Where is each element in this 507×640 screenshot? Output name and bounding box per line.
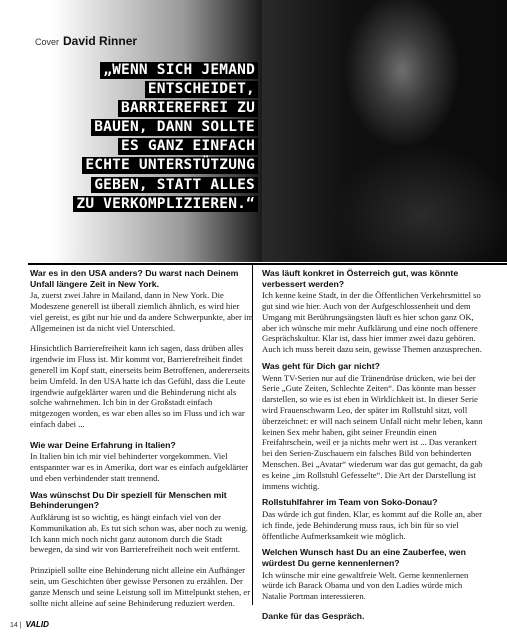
quote-line: GEBEN, STATT ALLES [91, 177, 258, 194]
quote-line: ES GANZ EINFACH [118, 138, 258, 155]
pull-quote [48, 62, 258, 215]
page-footer: 14 | VALID [10, 620, 49, 629]
right-column [262, 268, 488, 630]
interview-answer: Ja, zuerst zwei Jahre in Mailand, dann in New York. Die Modeszene generell ist überall ziemlich ähnlich, es wird hier viel gereist, es gibt nur hie und da andere Schwerpunkte, aber im Allgemeinen ist da nicht viel Unterschied. [30, 290, 254, 333]
page-number: 14 [10, 622, 18, 629]
interview-question: Welchen Wunsch hast Du an eine Zauberfee, wen würdest Du gerne kennenlernen? [262, 547, 466, 568]
interview-answer: Aufklärung ist so wichtig, es hängt einfach viel von der Kommunikation ab. Es tut sich schon was, aber noch zu wenig. Ich kann mich noch nicht ganz autonom durch die Stadt bewegen, da sind wir von Barrierefreiheit noch weit entfernt. [30, 511, 248, 555]
interview-question: Rollstuhlfahrer im Team von Soko-Donau? [262, 497, 438, 508]
interview-answer: Das würde ich gut finden. Klar, es kommt auf die Rolle an, aber ich finde, jede Behinderung muss raus, ich bin für so viel öffentliche Aufmerksamkeit wie möglich. [262, 508, 482, 541]
interview-answer: Ich kenne keine Stadt, in der die Öffentlichen Verkehrsmittel so gut sind wie hier. Auch von der Aufgeschlossenheit und dem Umgang mit Berührungsängsten läuft es hier schon ganz OK, aber ich wünsche mir mehr Aufklärung und eine noch offenere Gesprächskultur. Klar ist, dass hier immer zwei dazu gehören. Auch ich muss bereit dazu sein, gewisse Themen anzusprechen. [262, 290, 482, 355]
interview-question: Wie war Deine Erfahrung in Italien? [30, 439, 176, 450]
quote-line: ENTSCHEIDET, [145, 81, 258, 98]
interview-answer: In Italien bin ich mir viel behinderter vorgekommen. Viel entspannter war es in Amerika, dort war es einfach aufgeklärter und eben verbindender statt trennend. [30, 451, 249, 483]
magazine-logo: VALID [25, 620, 49, 629]
section-label: Cover [35, 37, 60, 47]
interview-answer: Wenn TV-Serien nur auf die Tränendrüse drücken, wie bei der Serie „Gute Zeiten, Schlechte Zeiten“. Das könnte man besser darstellen, so wie es ist eben in Wirklichkeit ist. In dieser Serie wird Frauenschwarm Leo, der später im Rollstuhl sitzt, voll überzeichnet: er will nach seinem Unfall nicht mehr leben, kann keinen Sex mehr haben, gibt seiner Freundin einen Freifahrschein, weil er ja nichts mehr wert ist ... Das verankert bei den Serien-Zuschauern ein falsches Bild von behinderten Menschen. Bei „Avatar“ wiederum war das gut gemacht, da gab es keine „im Rollstuhl Gefesselte“. Die Art der Darstellung ist immens wichtig. [262, 372, 483, 491]
top-rule [28, 263, 507, 265]
quote-line: BARRIEREFREI ZU [118, 100, 258, 117]
interview-question: Was wünschst Du Dir speziell für Menschen mit Behinderungen? [30, 489, 227, 511]
quote-line: „WENN SICH JEMAND [100, 62, 258, 79]
quote-line: ZU VERKOMPLIZIEREN.“ [73, 196, 258, 213]
interview-answer: Hinsichtlich Barrierefreiheit kann ich sagen, dass drüben alles irgendwie im Fluss ist. Mir kommt vor, Barrierefreiheit findet generell im Kopf statt, einerseits beim Betroffenen, andererseits beim Umfeld. In den USA hatte ich das Gefühl, dass die Leute irgendwie aufgeklärter waren und die Behinderung nicht als solche wahrnehmen. Ich bin in der Großstadt einfach mitgezogen worden, es war eben alles so im Fluss und ich war einfach dabei ... [30, 343, 250, 429]
left-column [30, 268, 254, 614]
cover-label [35, 34, 137, 48]
closing-line: Danke für das Gespräch. [262, 610, 365, 621]
interview-answer: Prinzipiell sollte eine Behinderung nicht alleine ein Aufhänger sein, um Geschichten über gewisse Personen zu erzählen. Der ganze Mensch und seine Leistung soll im Mittelpunkt stehen, er sollte nicht alleine auf seine Behinderung reduziert werden. [30, 565, 251, 608]
person-name: David Rinner [63, 34, 138, 48]
portrait-photo [262, 0, 507, 262]
interview-question: War es in den USA anders? Du warst nach Deinem Unfall längere Zeit in New York. [30, 268, 239, 289]
quote-line: BAUEN, DANN SOLLTE [91, 119, 258, 136]
interview-question: Was geht für Dich gar nicht? [262, 360, 380, 371]
interview-question: Was läuft konkret in Österreich gut, was könnte verbessert werden? [262, 268, 459, 289]
quote-line: ECHTE UNTERSTÜTZUNG [82, 157, 258, 174]
interview-answer: Ich wünsche mir eine gewaltfreie Welt. Gerne kennenlernen würde ich Barack Obama und von den Ladies würde mich Natalie Portman interessieren. [262, 569, 469, 602]
